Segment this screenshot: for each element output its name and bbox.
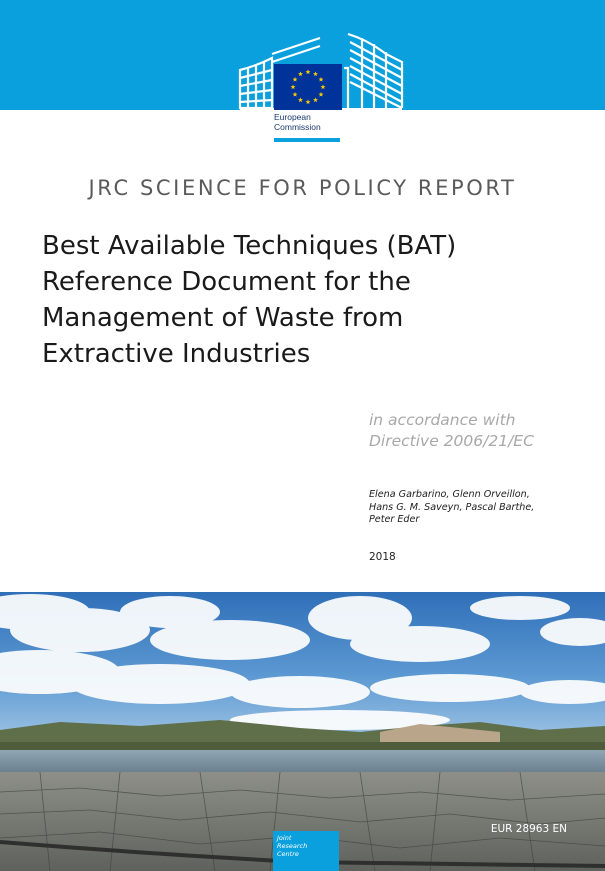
authors	[369, 489, 601, 527]
organization-name	[274, 112, 364, 132]
authors-line: Elena Garbarino, Glenn Orveillon,	[369, 489, 530, 500]
document-subtitle	[369, 410, 599, 452]
jrc-logo-text	[277, 834, 337, 858]
jrc-line: Joint	[277, 834, 292, 842]
european-commission-logo	[236, 28, 406, 146]
eu-flag-icon	[274, 64, 342, 110]
authors-line: Hans G. M. Saveyn, Pascal Barthe,	[369, 501, 535, 513]
report-number: EUR 28963 EN	[490, 823, 567, 835]
publication-year: 2018	[369, 551, 396, 563]
title-line: Extractive Industries	[42, 339, 311, 369]
title-line: Management of Waste from	[42, 303, 404, 333]
logo-underline	[274, 138, 340, 142]
subtitle-line: in accordance with	[369, 411, 516, 429]
jrc-line: Centre	[277, 850, 299, 858]
title-line: Reference Document for the	[42, 267, 411, 297]
document-title	[42, 228, 582, 372]
organization-name-line2: Commission	[274, 122, 321, 132]
subtitle-line: Directive 2006/21/EC	[369, 432, 534, 450]
series-label: JRC SCIENCE FOR POLICY REPORT	[88, 176, 517, 200]
authors-line: Peter Eder	[369, 514, 420, 525]
jrc-line: Research	[277, 842, 308, 850]
title-line: Best Available Techniques (BAT)	[42, 231, 457, 261]
organization-name-line1: European	[274, 112, 311, 122]
jrc-logo	[273, 831, 339, 871]
